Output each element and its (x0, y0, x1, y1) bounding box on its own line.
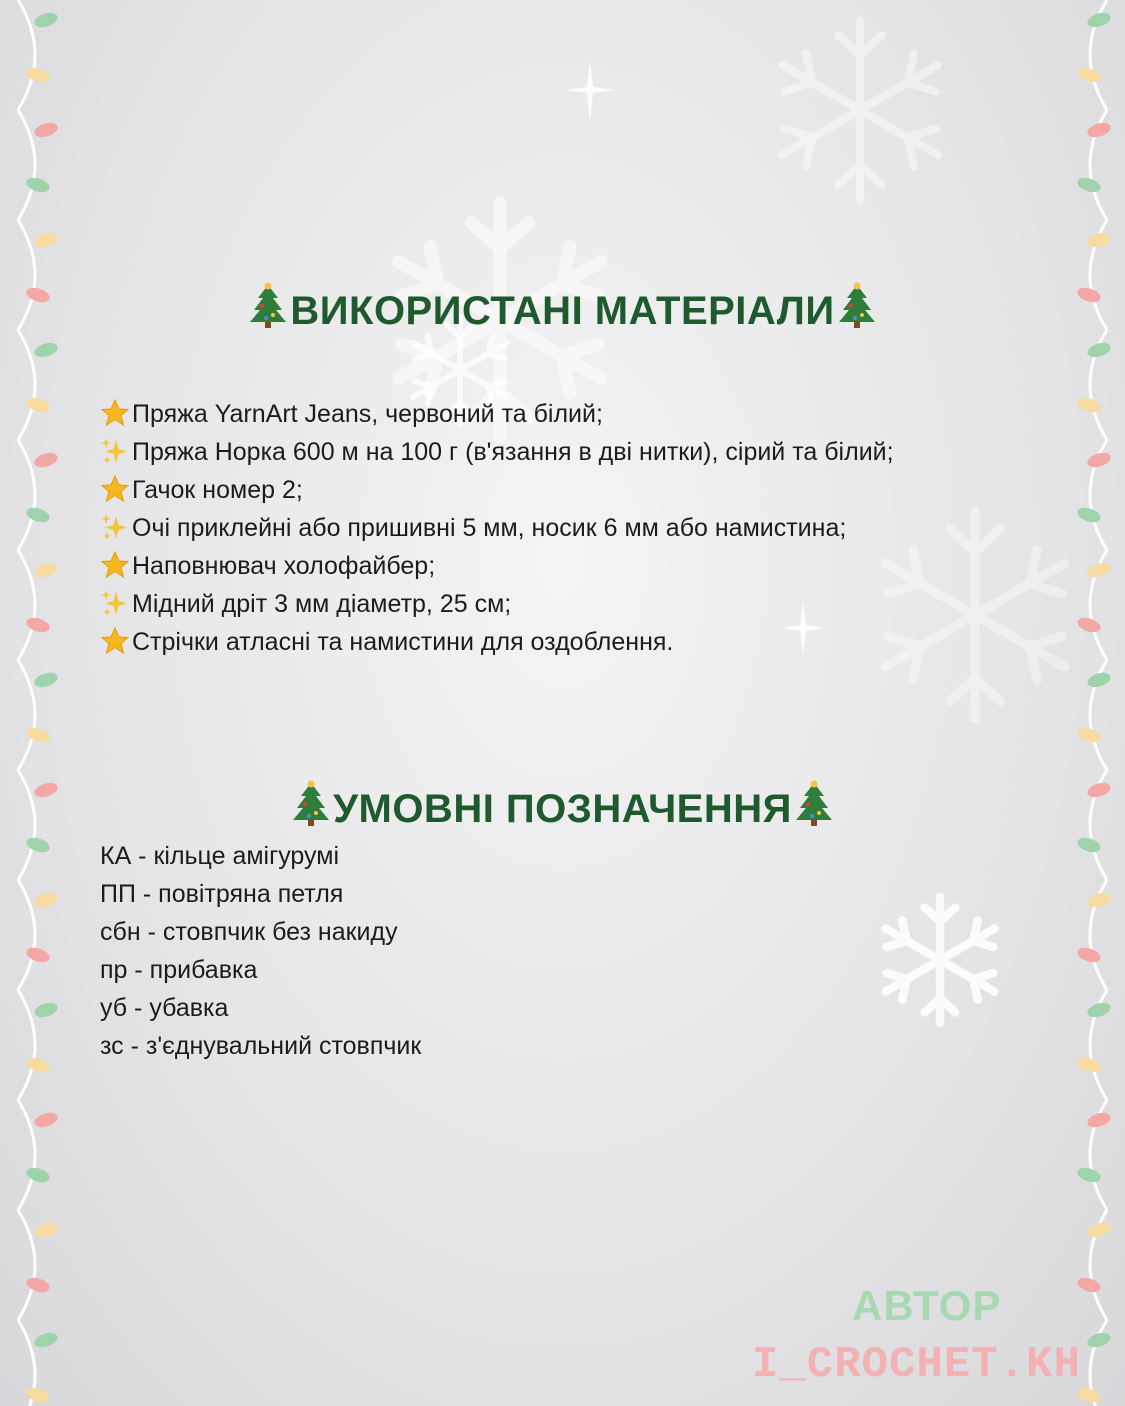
list-item (100, 471, 1060, 509)
legend-list (100, 837, 421, 1065)
sparkles-icon (100, 512, 130, 542)
materials-list (100, 395, 1060, 661)
garland-bulb (25, 505, 52, 525)
left-garland-lights (0, 0, 80, 1406)
garland-bulb (1076, 65, 1103, 85)
legend-title-text: УМОВНІ ПОЗНАЧЕННЯ (333, 787, 792, 831)
sparkles-icon (100, 436, 130, 466)
list-item (100, 433, 1060, 471)
garland-bulb (25, 1275, 52, 1295)
list-item: уб - убавка (100, 994, 229, 1022)
sparkle-decoration-icon (565, 60, 615, 120)
garland-bulb (33, 340, 60, 360)
garland-bulb (25, 1055, 52, 1075)
star-icon (100, 398, 130, 428)
garland-bulb (1076, 505, 1103, 525)
garland-bulb (33, 560, 60, 580)
garland-bulb (33, 120, 60, 140)
list-item (100, 547, 1060, 585)
materials-title (0, 282, 1125, 334)
garland-bulb (1076, 395, 1103, 415)
materials-item-text: Пряжа YarnArt Jeans, червоний та білий; (132, 400, 603, 428)
garland-bulb (1076, 175, 1103, 195)
garland-bulb (33, 450, 60, 470)
garland-bulb (1076, 1055, 1103, 1075)
list-item (100, 623, 1060, 661)
materials-item-text: Стрічки атласні та намистини для оздоблення. (132, 628, 674, 656)
garland-bulb (33, 1330, 60, 1350)
materials-item-text: Пряжа Норка 600 м на 100 г (в'язання в дві нитки), сірий та білий; (132, 438, 894, 466)
garland-bulb (33, 1220, 60, 1240)
materials-item-text: Мідний дріт 3 мм діаметр, 25 см; (132, 590, 512, 618)
garland-bulb (25, 395, 52, 415)
legend-title (0, 780, 1125, 832)
list-item (100, 509, 1060, 547)
garland-bulb (1076, 1165, 1103, 1185)
christmas-tree-icon (289, 780, 333, 828)
snowflake-decoration-icon (870, 890, 1010, 1030)
garland-bulb (25, 65, 52, 85)
garland-bulb (33, 890, 60, 910)
list-item: ПП - повітряна петля (100, 880, 344, 908)
garland-bulb (25, 1385, 52, 1405)
right-garland-lights (1045, 0, 1125, 1406)
garland-wire (18, 0, 35, 1406)
sparkles-icon (100, 588, 130, 618)
garland-wire (1090, 0, 1107, 1406)
garland-bulb (33, 1000, 60, 1020)
garland-bulb (1076, 945, 1103, 965)
materials-item-text: Наповнювач холофайбер; (132, 552, 436, 580)
garland-bulb (1076, 725, 1103, 745)
materials-item-text: Гачок номер 2; (132, 476, 303, 504)
garland-bulb (25, 725, 52, 745)
star-icon (100, 474, 130, 504)
garland-bulb (25, 945, 52, 965)
garland-bulb (25, 1165, 52, 1185)
christmas-tree-icon (246, 282, 290, 330)
materials-item-text: Очі приклейні або пришивні 5 мм, носик 6 мм або намистина; (132, 514, 847, 542)
list-item: зс - з'єднувальний стовпчик (100, 1032, 422, 1060)
garland-bulb (25, 175, 52, 195)
garland-bulb (33, 670, 60, 690)
garland-bulb (33, 230, 60, 250)
star-icon (100, 550, 130, 580)
garland-bulb (25, 835, 52, 855)
author-label: АВТОР (852, 1282, 1002, 1329)
garland-bulb (1076, 615, 1103, 635)
list-item: пр - прибавка (100, 956, 258, 984)
list-item: КА - кільце амігурумі (100, 842, 340, 870)
materials-title-text: ВИКОРИСТАНІ МАТЕРІАЛИ (290, 289, 835, 333)
garland-bulb (1076, 835, 1103, 855)
list-item (100, 585, 1060, 623)
garland-bulb (1076, 1275, 1103, 1295)
snowflake-decoration-icon (760, 10, 960, 210)
star-icon (100, 626, 130, 656)
christmas-tree-icon (835, 282, 879, 330)
garland-bulb (33, 1110, 60, 1130)
christmas-tree-icon (792, 780, 836, 828)
author-handle: I_CROCHET.KH (752, 1340, 1081, 1390)
list-item: сбн - стовпчик без накиду (100, 918, 398, 946)
garland-bulb (25, 615, 52, 635)
garland-bulb (33, 10, 60, 30)
list-item (100, 395, 1060, 433)
